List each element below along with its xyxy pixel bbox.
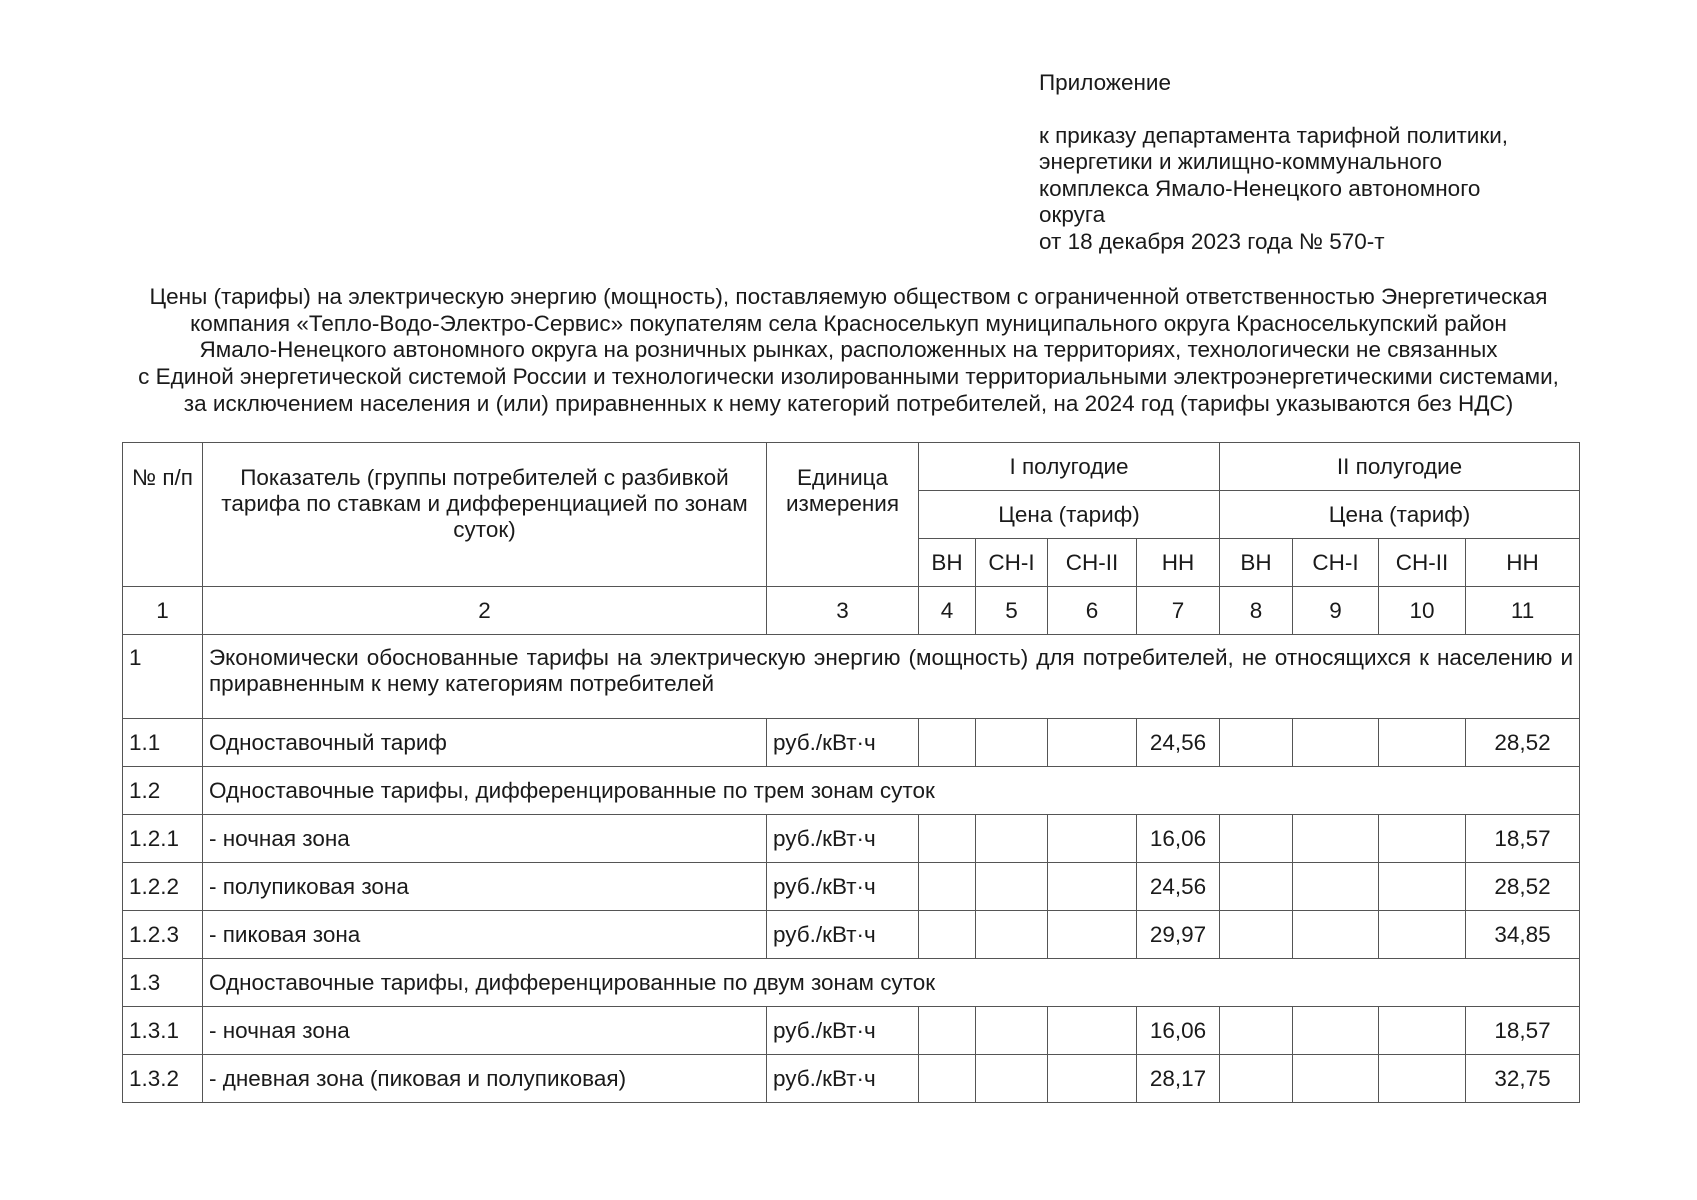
title-line: за исключением населения и (или) приравненных к нему категорий потребителей, на 2024 год (тарифы указываются без НДС) bbox=[183, 390, 1514, 416]
column-number: 1 bbox=[123, 587, 203, 635]
row-label: Одноставочные тарифы, дифференцированные по трем зонам суток bbox=[203, 767, 1580, 815]
price-cell bbox=[1220, 863, 1293, 911]
price-cell bbox=[1293, 1007, 1379, 1055]
price-cell bbox=[1379, 863, 1466, 911]
header-half-2: II полугодие bbox=[1220, 443, 1580, 491]
row-label: - полупиковая зона bbox=[203, 863, 767, 911]
price-cell bbox=[919, 815, 976, 863]
header-level: НН bbox=[1137, 539, 1220, 587]
header-row bbox=[123, 443, 1580, 491]
appendix-line: к приказу департамента тарифной политики, bbox=[1039, 122, 1509, 148]
price-cell: 24,56 bbox=[1137, 863, 1220, 911]
row-num: 1.3.2 bbox=[123, 1055, 203, 1103]
header-level: СН-I bbox=[976, 539, 1048, 587]
price-cell bbox=[1048, 719, 1137, 767]
row-unit: руб./кВт·ч bbox=[767, 1007, 919, 1055]
header-price-2: Цена (тариф) bbox=[1220, 491, 1580, 539]
table-row bbox=[123, 815, 1580, 863]
appendix-line: энергетики и жилищно-коммунального bbox=[1039, 149, 1443, 174]
header-level: СН-II bbox=[1379, 539, 1466, 587]
header-indicator: Показатель (группы потребителей с разбивкой тарифа по ставкам и дифференциацией по зонам суток) bbox=[203, 443, 767, 587]
column-number: 6 bbox=[1048, 587, 1137, 635]
price-cell bbox=[1379, 911, 1466, 959]
row-label: Экономически обоснованные тарифы на электрическую энергию (мощность) для потребителей, не относящихся к населению и приравненным к нему категориям потребителей bbox=[203, 635, 1580, 719]
column-number: 8 bbox=[1220, 587, 1293, 635]
row-label: - пиковая зона bbox=[203, 911, 767, 959]
appendix-block bbox=[1039, 70, 1599, 255]
price-cell bbox=[1220, 719, 1293, 767]
price-cell bbox=[976, 911, 1048, 959]
header-unit: Единица измерения bbox=[767, 443, 919, 587]
header-num: № п/п bbox=[123, 443, 203, 587]
price-cell bbox=[1048, 815, 1137, 863]
appendix-label: Приложение bbox=[1039, 70, 1171, 95]
row-unit: руб./кВт·ч bbox=[767, 719, 919, 767]
document-title bbox=[20, 284, 1677, 418]
price-cell bbox=[1048, 863, 1137, 911]
row-label: - ночная зона bbox=[203, 1007, 767, 1055]
column-number: 10 bbox=[1379, 587, 1466, 635]
price-cell: 29,97 bbox=[1137, 911, 1220, 959]
row-label: - ночная зона bbox=[203, 815, 767, 863]
row-num: 1.3 bbox=[123, 959, 203, 1007]
column-number: 7 bbox=[1137, 587, 1220, 635]
price-cell: 16,06 bbox=[1137, 1007, 1220, 1055]
price-cell bbox=[976, 863, 1048, 911]
column-number: 11 bbox=[1466, 587, 1580, 635]
price-cell bbox=[1048, 1007, 1137, 1055]
table-row bbox=[123, 911, 1580, 959]
row-label: Одноставочные тарифы, дифференцированные по двум зонам суток bbox=[203, 959, 1580, 1007]
row-label: Одноставочный тариф bbox=[203, 719, 767, 767]
row-num: 1 bbox=[123, 635, 203, 719]
table-row bbox=[123, 719, 1580, 767]
price-cell bbox=[976, 1007, 1048, 1055]
table-body bbox=[123, 443, 1580, 1103]
price-cell bbox=[1379, 815, 1466, 863]
row-label: - дневная зона (пиковая и полупиковая) bbox=[203, 1055, 767, 1103]
row-num: 1.1 bbox=[123, 719, 203, 767]
appendix-line: от 18 декабря 2023 года № 570-т bbox=[1039, 228, 1385, 254]
row-unit: руб./кВт·ч bbox=[767, 911, 919, 959]
row-num: 1.2.3 bbox=[123, 911, 203, 959]
price-cell: 28,52 bbox=[1466, 863, 1580, 911]
column-number: 2 bbox=[203, 587, 767, 635]
price-cell bbox=[919, 863, 976, 911]
price-cell: 28,52 bbox=[1466, 719, 1580, 767]
subsection-row bbox=[123, 959, 1580, 1007]
price-cell bbox=[1293, 815, 1379, 863]
price-cell bbox=[919, 719, 976, 767]
row-unit: руб./кВт·ч bbox=[767, 1055, 919, 1103]
price-cell: 18,57 bbox=[1466, 815, 1580, 863]
row-num: 1.3.1 bbox=[123, 1007, 203, 1055]
title-line: с Единой энергетической системой России и технологически изолированными территориальными электроэнергетическими системами, bbox=[138, 364, 1559, 390]
price-cell bbox=[1220, 1007, 1293, 1055]
header-level: НН bbox=[1466, 539, 1580, 587]
table-row bbox=[123, 1007, 1580, 1055]
row-num: 1.2.1 bbox=[123, 815, 203, 863]
price-cell bbox=[1379, 719, 1466, 767]
price-cell bbox=[976, 719, 1048, 767]
row-unit: руб./кВт·ч bbox=[767, 863, 919, 911]
header-level: ВН bbox=[1220, 539, 1293, 587]
column-number: 5 bbox=[976, 587, 1048, 635]
appendix-line: округа bbox=[1039, 202, 1106, 227]
row-num: 1.2.2 bbox=[123, 863, 203, 911]
table-row bbox=[123, 1055, 1580, 1103]
price-cell bbox=[1293, 1055, 1379, 1103]
price-cell bbox=[1220, 1055, 1293, 1103]
price-cell bbox=[976, 1055, 1048, 1103]
header-level: СН-I bbox=[1293, 539, 1379, 587]
row-unit: руб./кВт·ч bbox=[767, 815, 919, 863]
price-cell bbox=[919, 1055, 976, 1103]
price-cell bbox=[1048, 1055, 1137, 1103]
price-cell bbox=[1293, 863, 1379, 911]
price-cell: 18,57 bbox=[1466, 1007, 1580, 1055]
price-cell bbox=[1379, 1055, 1466, 1103]
price-cell bbox=[1220, 911, 1293, 959]
price-cell: 16,06 bbox=[1137, 815, 1220, 863]
title-line: Ямало-Ненецкого автономного округа на розничных рынках, расположенных на территориях, технологически не связанных bbox=[199, 337, 1498, 363]
price-cell: 32,75 bbox=[1466, 1055, 1580, 1103]
column-numbers-row bbox=[123, 587, 1580, 635]
appendix-line: комплекса Ямало-Ненецкого автономного bbox=[1039, 175, 1481, 201]
column-number: 9 bbox=[1293, 587, 1379, 635]
title-line: компания «Тепло-Водо-Электро-Сервис» покупателям села Красноселькуп муниципального округа Красноселькупский район bbox=[190, 310, 1507, 336]
subsection-row bbox=[123, 767, 1580, 815]
section-row bbox=[123, 635, 1580, 719]
price-cell bbox=[1220, 815, 1293, 863]
header-level: ВН bbox=[919, 539, 976, 587]
price-cell bbox=[1293, 719, 1379, 767]
column-number: 3 bbox=[767, 587, 919, 635]
price-cell bbox=[1048, 911, 1137, 959]
header-half-1: I полугодие bbox=[919, 443, 1220, 491]
price-cell bbox=[976, 815, 1048, 863]
header-price-1: Цена (тариф) bbox=[919, 491, 1220, 539]
price-cell bbox=[1379, 1007, 1466, 1055]
price-cell: 28,17 bbox=[1137, 1055, 1220, 1103]
tariff-table bbox=[122, 442, 1580, 1103]
header-level: СН-II bbox=[1048, 539, 1137, 587]
price-cell: 24,56 bbox=[1137, 719, 1220, 767]
price-cell: 34,85 bbox=[1466, 911, 1580, 959]
table-row bbox=[123, 863, 1580, 911]
price-cell bbox=[919, 1007, 976, 1055]
price-cell bbox=[1293, 911, 1379, 959]
price-cell bbox=[919, 911, 976, 959]
title-line: Цены (тарифы) на электрическую энергию (мощность), поставляемую обществом с ограниченной ответственностью Энергетическая bbox=[149, 284, 1548, 309]
column-number: 4 bbox=[919, 587, 976, 635]
row-num: 1.2 bbox=[123, 767, 203, 815]
